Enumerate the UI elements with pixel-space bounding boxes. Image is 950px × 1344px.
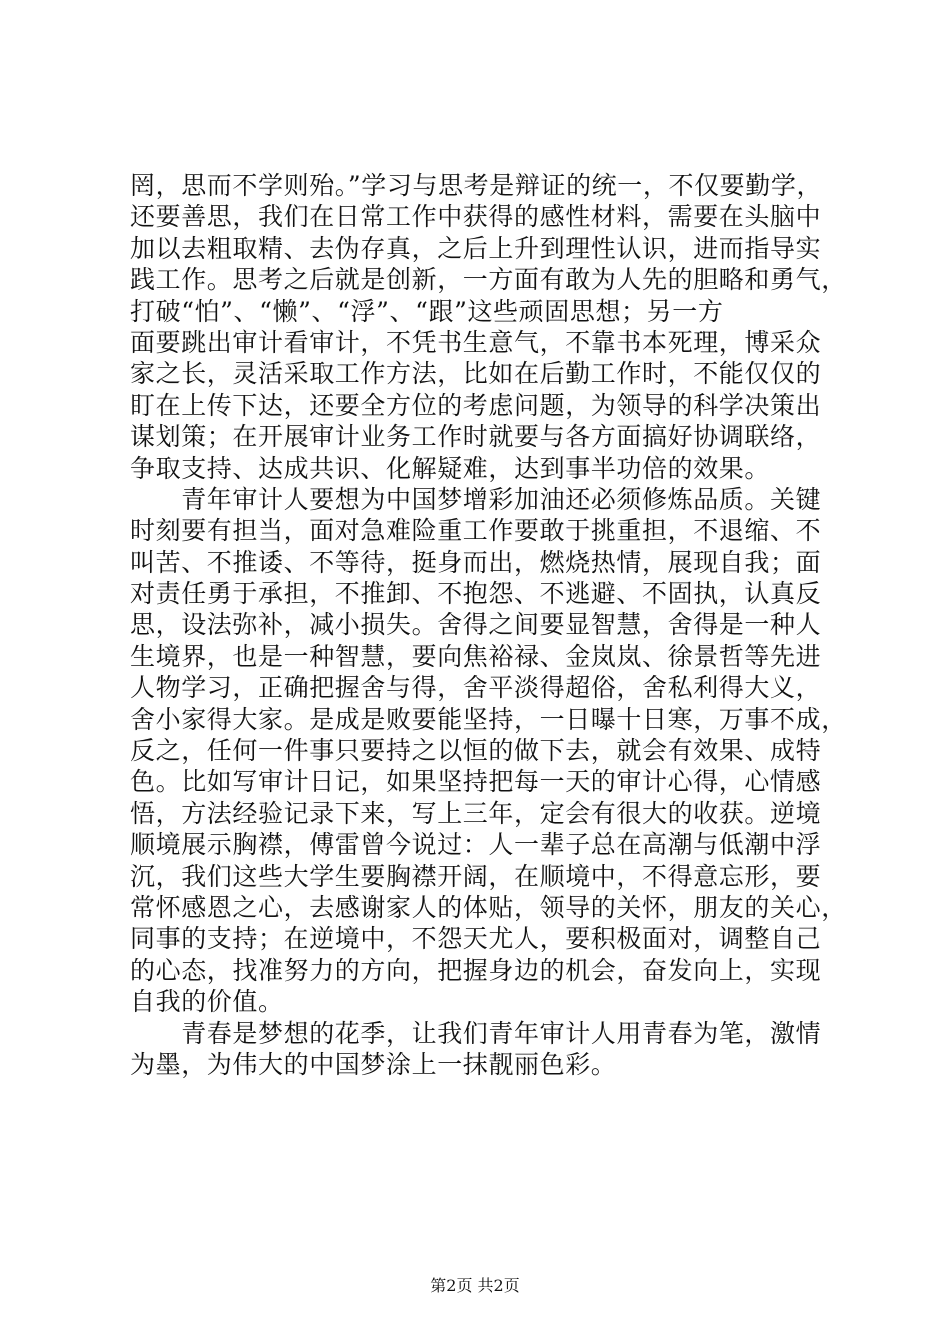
- text-line: 加以去粗取精、去伪存真，之后上升到理性认识，进而指导实: [130, 233, 822, 263]
- text-line: 罔，思而不学则殆。”学习与思考是辩证的统一，不仅要勤学，: [130, 171, 823, 200]
- text-line: 面要跳出审计看审计，不凭书生意气，不靠书本死理，博采众: [130, 327, 822, 357]
- text-line: 人物学习，正确把握舍与得，舍平淡得超俗，舍私利得大义，: [130, 673, 822, 703]
- text-line: 青春是梦想的花季，让我们青年审计人用青春为笔，激情: [130, 1018, 822, 1048]
- text-line: 还要善思，我们在日常工作中获得的感性材料，需要在头脑中: [130, 202, 822, 232]
- text-line: 自我的价值。: [130, 987, 284, 1017]
- text-line: 为墨，为伟大的中国梦涂上一抹靓丽色彩。: [130, 1049, 617, 1079]
- text-line: 思，设法弥补，减小损失。舍得之间要显智慧，舍得是一种人: [130, 610, 822, 640]
- text-line: 争取支持、达成共识、化解疑难，达到事半功倍的效果。: [130, 453, 771, 483]
- text-line: 常怀感恩之心，去感谢家人的体贴，领导的关怀，朋友的关心，: [130, 892, 847, 922]
- text-line: 对责任勇于承担，不推卸、不抱怨、不逃避、不固执，认真反: [130, 579, 822, 609]
- text-line: 反之，任何一件事只要持之以恒的做下去，就会有效果、成特: [130, 736, 822, 766]
- text-line: 盯在上传下达，还要全方位的考虑问题，为领导的科学决策出: [130, 390, 822, 420]
- text-line: 顺境展示胸襟，傅雷曾今说过：人一辈子总在高潮与低潮中浮: [130, 830, 822, 860]
- text-line: 同事的支持；在逆境中，不怨天尤人，要积极面对，调整自己: [130, 924, 822, 954]
- document-body: [130, 170, 847, 1080]
- text-line: 生境界，也是一种智慧，要向焦裕禄、金岚岚、徐景哲等先进: [130, 641, 822, 671]
- text-line: 沉，我们这些大学生要胸襟开阔，在顺境中，不得意忘形，要: [130, 861, 822, 891]
- text-line: 悟，方法经验记录下来，写上三年，定会有很大的收获。逆境: [130, 798, 822, 828]
- text-line: 青年审计人要想为中国梦增彩加油还必须修炼品质。关键: [130, 484, 822, 514]
- text-line: 家之长，灵活采取工作方法，比如在后勤工作时，不能仅仅的: [130, 359, 822, 389]
- text-line: 叫苦、不推诿、不等待，挺身而出，燃烧热情，展现自我；面: [130, 547, 822, 577]
- text-line: 色。比如写审计日记，如果坚持把每一天的审计心得，心情感: [130, 767, 822, 797]
- page-number-footer: 第2页 共2页: [430, 1276, 520, 1295]
- text-line: 时刻要有担当，面对急难险重工作要敢于挑重担，不退缩、不: [130, 516, 822, 546]
- text-line: 践工作。思考之后就是创新，一方面有敢为人先的胆略和勇气，: [130, 265, 847, 295]
- text-line: 的心态，找准努力的方向，把握身边的机会，奋发向上，实现: [130, 955, 822, 985]
- text-line: 打破“怕”、“懒”、“浮”、“跟”这些顽固思想；另一方: [130, 296, 724, 326]
- text-line: 谋划策；在开展审计业务工作时就要与各方面搞好协调联络，: [130, 422, 822, 452]
- text-line: 舍小家得大家。是成是败要能坚持，一日曝十日寒，万事不成，: [130, 704, 847, 734]
